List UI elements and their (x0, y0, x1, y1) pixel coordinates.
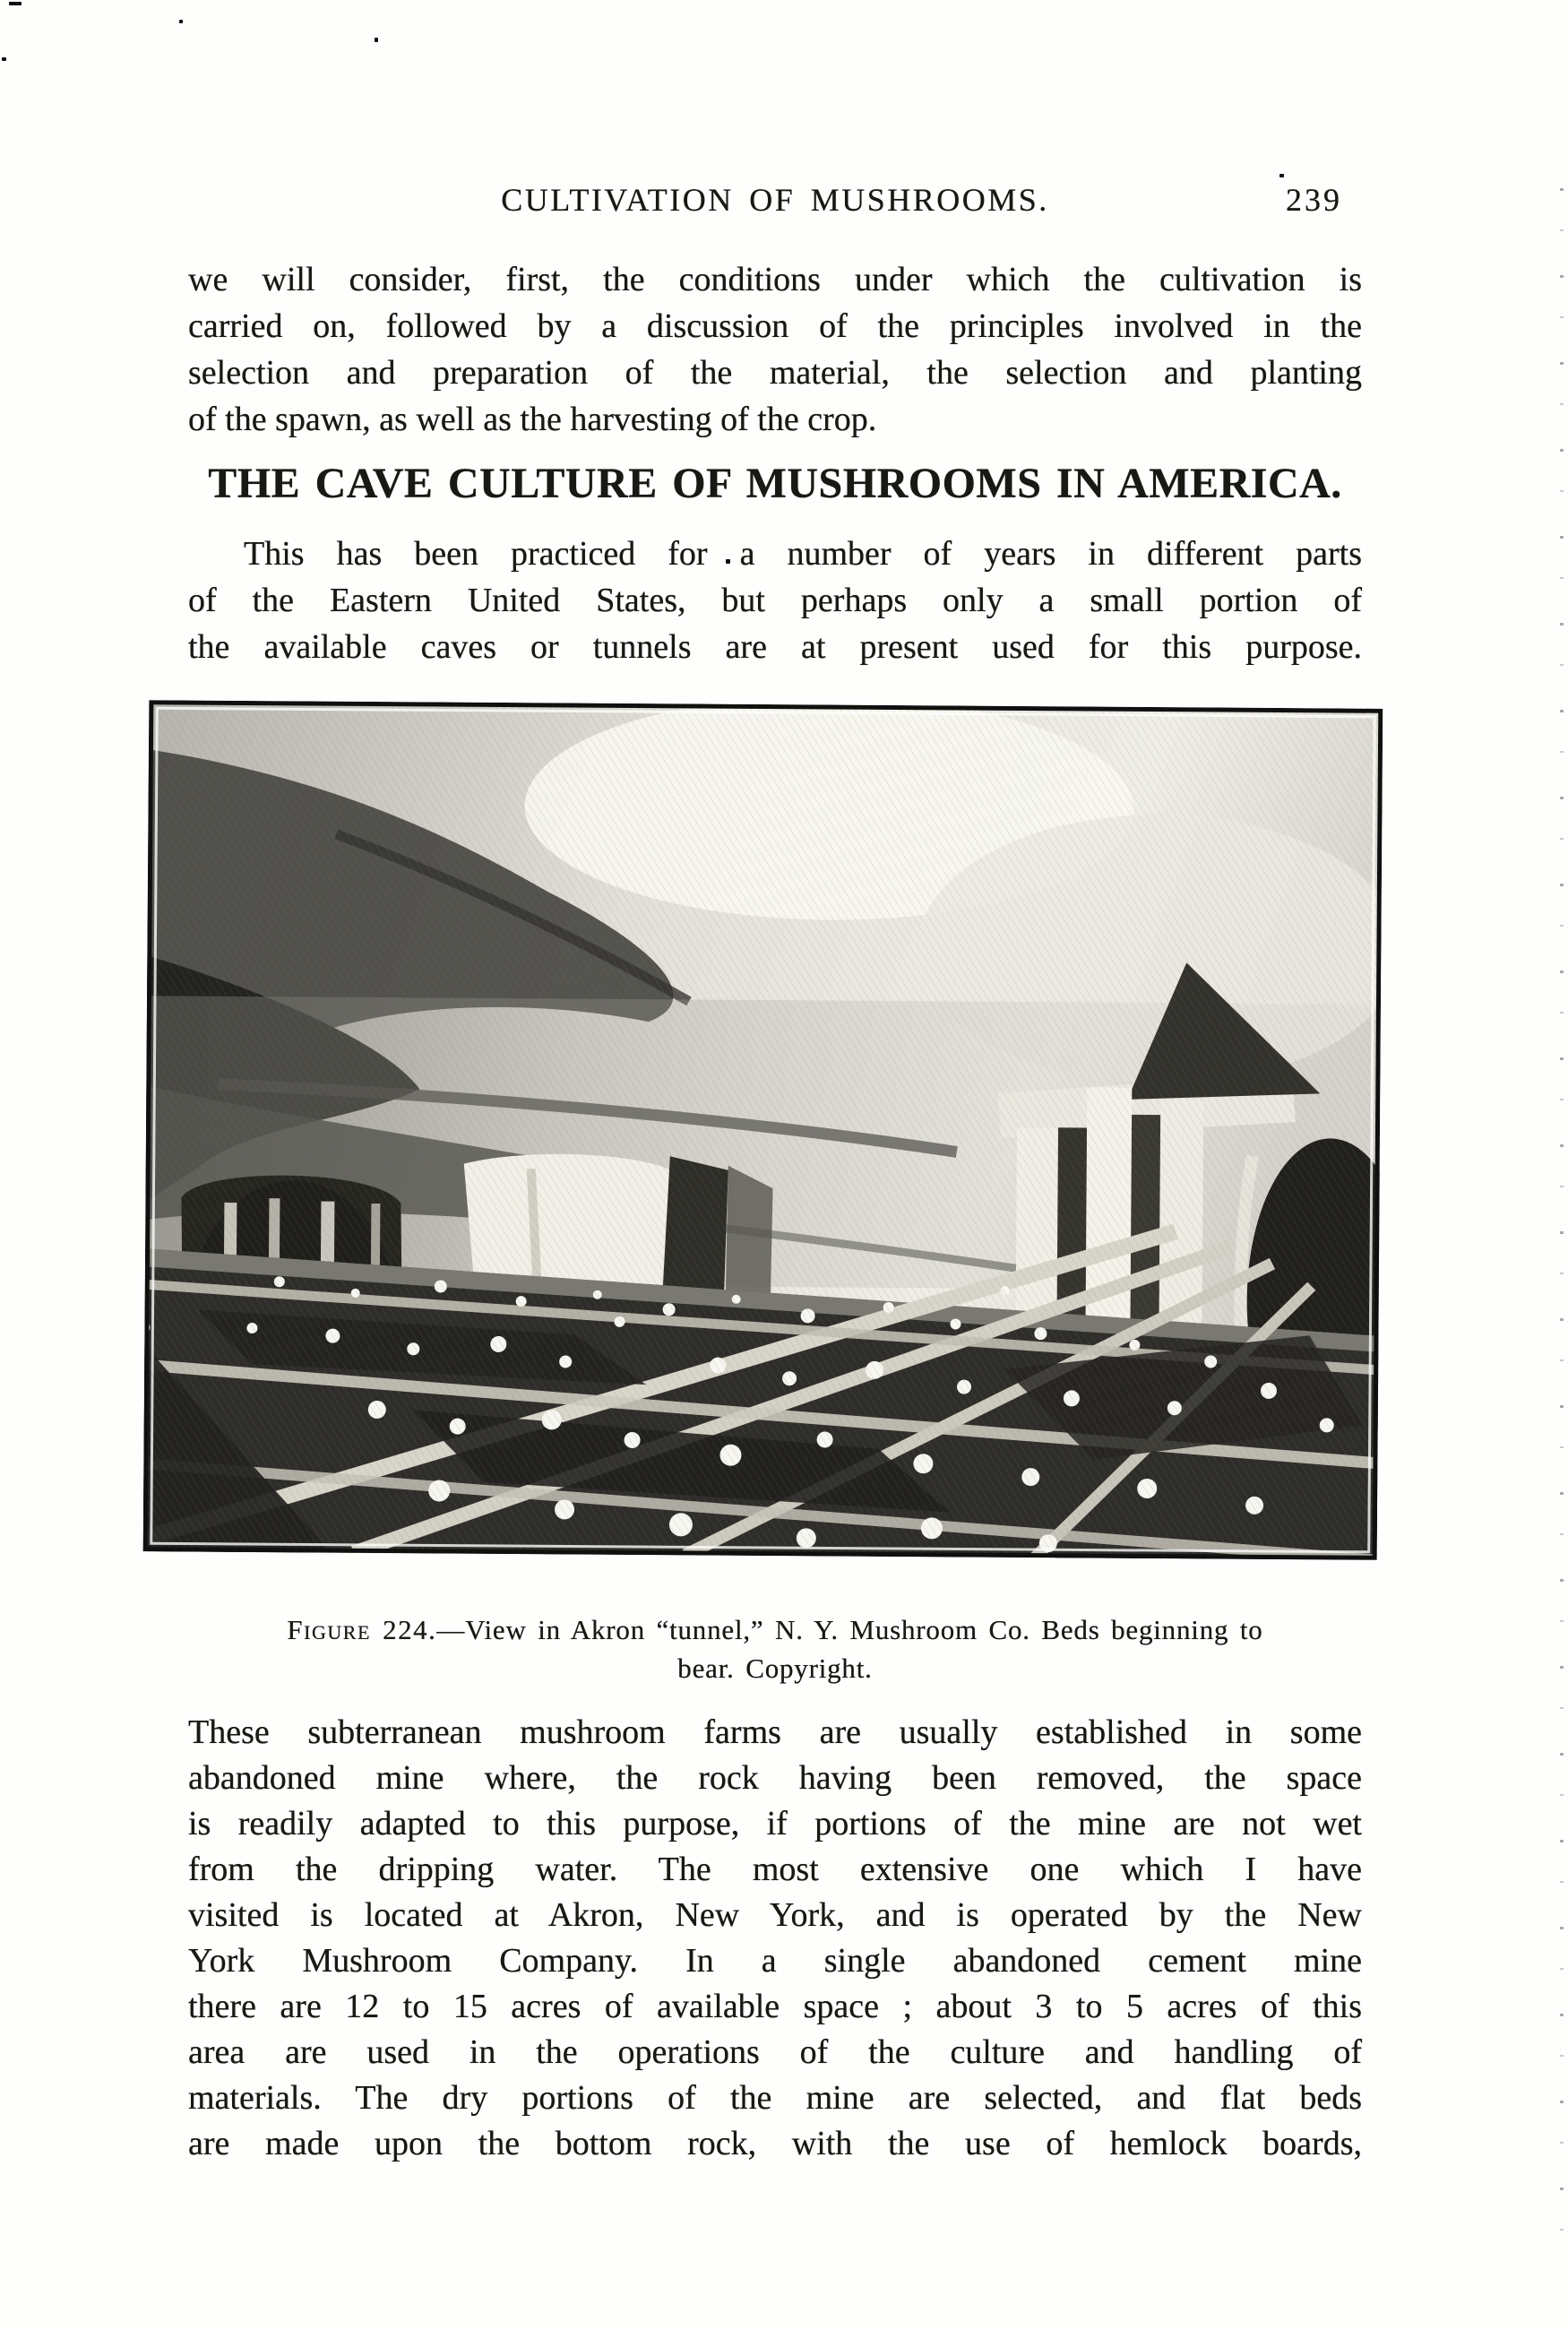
text-line: from the dripping water. The most extensive one which I have (188, 1851, 1362, 1888)
running-head-title: CULTIVATION OF MUSHROOMS. (501, 182, 1049, 218)
text-line: there are 12 to 15 acres of available space ; about 3 to 5 acres of this (188, 1988, 1362, 2025)
text-line: is readily adapted to this purpose, if portions of the mine are not wet (188, 1805, 1362, 1842)
text-line: are made upon the bottom rock, with the use of hemlock boards, (188, 2125, 1362, 2162)
caption-text: —View in Akron “tunnel,” N. Y. Mushroom Co. Beds beginning to (436, 1614, 1263, 1645)
text-line: the available caves or tunnels are at present used for this purpose. (188, 628, 1362, 666)
text-line: area are used in the operations of the culture and handling of (188, 2033, 1362, 2071)
text-line: materials. The dry portions of the mine are selected, and flat beds (188, 2079, 1362, 2117)
text-line: of the Eastern United States, but perhaps only a small portion of (188, 582, 1362, 619)
text-line: selection and preparation of the material, the selection and planting (188, 354, 1362, 392)
intro-paragraph (188, 256, 1362, 443)
halftone-overlay (143, 700, 1383, 1560)
right-margin-scan-noise (1560, 188, 1564, 2249)
figure-caption (188, 1610, 1362, 1687)
scan-speck (2, 57, 6, 61)
scan-speck (179, 20, 183, 23)
text-line: carried on, followed by a discussion of the principles involved in the (188, 307, 1362, 345)
scan-speck (375, 38, 378, 42)
figure (143, 700, 1383, 1560)
section-heading: THE CAVE CULTURE OF MUSHROOMS IN AMERICA. (208, 460, 1342, 507)
text-line: York Mushroom Company. In a single abandoned cement mine (188, 1942, 1362, 1980)
section-paragraph (188, 531, 1362, 670)
scan-speck (9, 2, 22, 5)
text-line: This has been practiced for a number of years in different parts (244, 535, 1362, 573)
page-number: 239 (1286, 182, 1342, 218)
text-line: These subterranean mushroom farms are usually established in some (188, 1713, 1362, 1751)
text-line: we will consider, first, the conditions under which the cultivation is (188, 261, 1362, 298)
text-line: visited is located at Akron, New York, and is operated by the New (188, 1896, 1362, 1934)
caption-line-1 (188, 1610, 1362, 1649)
text-line: of the spawn, as well as the harvesting of the crop. (188, 401, 877, 438)
caption-line-2: bear. Copyright. (677, 1653, 873, 1684)
running-head (188, 177, 1362, 222)
text-line: abandoned mine where, the rock having been removed, the space (188, 1759, 1362, 1797)
figure-photo-illustration (143, 700, 1383, 1560)
body-paragraph (188, 1710, 1362, 2167)
figure-label: Figure 224. (287, 1614, 437, 1645)
